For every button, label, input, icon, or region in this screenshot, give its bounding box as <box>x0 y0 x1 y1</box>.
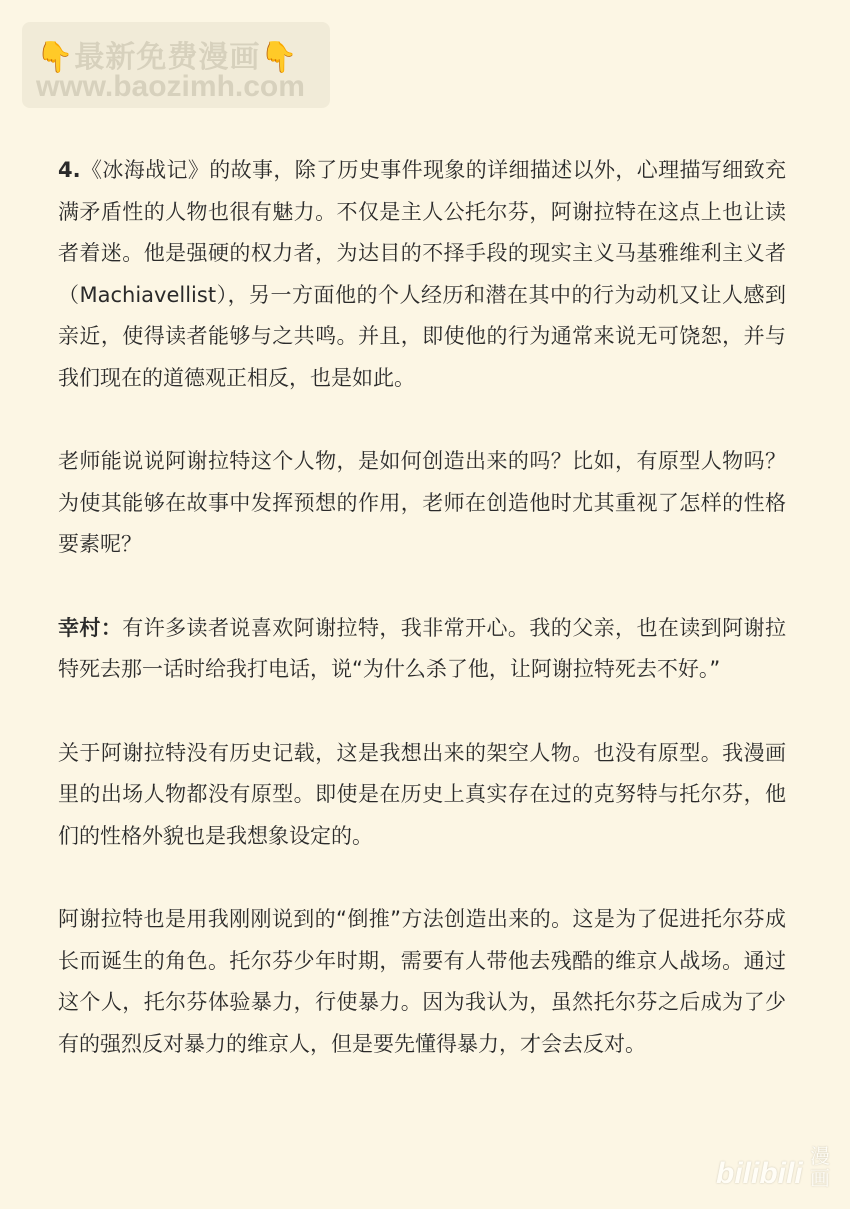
pointing-down-hand-icon: 👇 <box>36 40 75 75</box>
paragraph-text: 《冰海战记》的故事，除了历史事件现象的详细描述以外，心理描写细致充满矛盾性的人物也很有魅力。不仅是主人公托尔芬，阿谢拉特在这点上也让读者着迷。他是强硬的权力者，为达目的不择手段的现实主义马基雅维利主义者（Machiavellist），另一方面他的个人经历和潜在其中的行为动机又让人感到亲近，使得读者能够与之共鸣。并且，即使他的行为通常来说无可饶恕，并与我们现在的道德观正相反，也是如此。 <box>58 158 786 390</box>
paragraph-text: 老师能说说阿谢拉特这个人物，是如何创造出来的吗？比如，有原型人物吗？为使其能够在故事中发挥预想的作用，老师在创造他时尤其重视了怎样的性格要素呢？ <box>58 449 786 556</box>
article-body <box>58 150 786 1107</box>
watermark-title: 最新免费漫画 <box>74 40 261 75</box>
paragraph-text: 阿谢拉特也是用我刚刚说到的“倒推”方法创造出来的。这是为了促进托尔芬成长而诞生的角色。托尔芬少年时期，需要有人带他去残酷的维京人战场。通过这个人，托尔芬体验暴力，行使暴力。因为我认为，虽然托尔芬之后成为了少有的强烈反对暴力的维京人，但是要先懂得暴力，才会去反对。 <box>58 907 786 1056</box>
logo-subtitle: 漫画 <box>810 1144 830 1190</box>
paragraph-3 <box>58 608 786 691</box>
paragraph-1 <box>58 150 786 399</box>
watermark-banner <box>22 22 330 108</box>
paragraph-2 <box>58 441 786 566</box>
paragraph-4 <box>58 733 786 858</box>
item-number: 4. <box>58 158 81 182</box>
paragraph-text: 有许多读者说喜欢阿谢拉特，我非常开心。我的父亲，也在读到阿谢拉特死去那一话时给我打电话，说“为什么杀了他，让阿谢拉特死去不好。” <box>58 615 787 681</box>
pointing-down-hand-icon: 👇 <box>260 40 299 75</box>
speaker-label: 幸村： <box>58 615 123 640</box>
watermark-url: www.baozimh.com <box>36 70 305 103</box>
paragraph-text: 关于阿谢拉特没有历史记载，这是我想出来的架空人物。也没有原型。我漫画里的出场人物都没有原型。即使是在历史上真实存在过的克努特与托尔芬，他们的性格外貌也是我想象设定的。 <box>58 740 786 848</box>
bilibili-manga-logo <box>716 1145 836 1195</box>
paragraph-5 <box>58 899 786 1065</box>
logo-brand: bilibili <box>716 1157 803 1190</box>
